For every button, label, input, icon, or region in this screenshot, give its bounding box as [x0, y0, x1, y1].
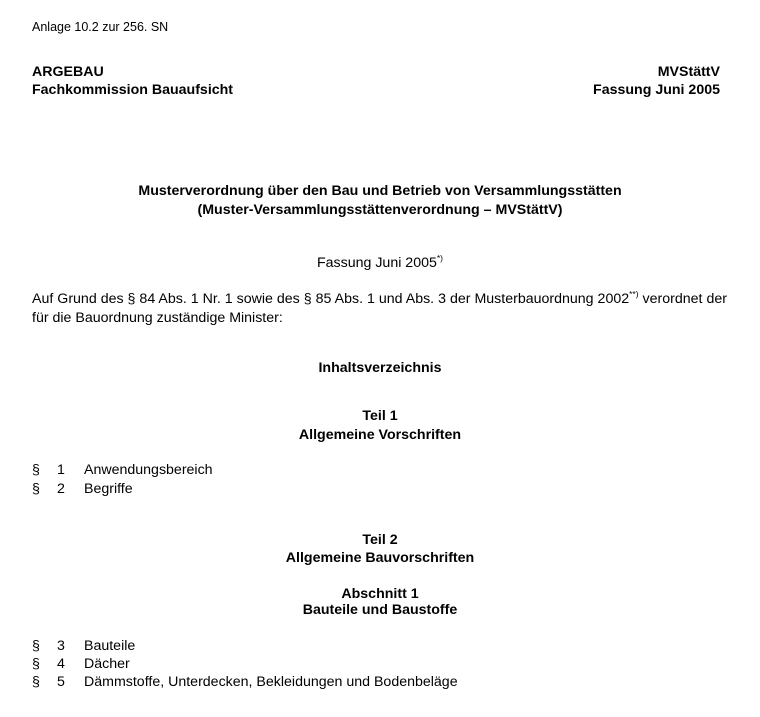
part-title: Allgemeine Bauvorschriften	[285, 550, 475, 566]
toc-entry[interactable]	[32, 462, 213, 478]
toc-heading: Inhaltsverzeichnis	[318, 360, 442, 376]
commission-name: Fachkommission Bauaufsicht	[32, 82, 234, 98]
chapter-label: Abschnitt 1	[341, 586, 419, 602]
toc-entry[interactable]	[32, 674, 458, 690]
section-title: Dämmstoffe, Unterdecken, Bekleidungen und Bodenbeläge	[84, 674, 458, 690]
section-number: 1	[57, 462, 65, 478]
fassung-text: Fassung Juni 2005	[316, 255, 437, 271]
section-title: Bauteile	[84, 638, 136, 654]
chapter-title: Bauteile und Baustoffe	[302, 602, 458, 618]
section-symbol: §	[32, 656, 40, 672]
section-symbol: §	[32, 481, 40, 497]
footnote-mark: *)	[436, 253, 444, 263]
document-subtitle: (Muster-Versammlungsstättenverordnung – MVStättV)	[197, 202, 563, 218]
section-title: Anwendungsbereich	[84, 462, 213, 478]
section-symbol: §	[32, 462, 40, 478]
section-number: 4	[57, 656, 65, 672]
regulation-abbreviation: MVStättV	[657, 64, 720, 80]
toc-entry[interactable]	[32, 481, 133, 497]
section-symbol: §	[32, 674, 40, 690]
section-number: 5	[57, 674, 65, 690]
organization-name: ARGEBAU	[32, 64, 104, 80]
preamble-text: Auf Grund des § 84 Abs. 1 Nr. 1 sowie des § 85 Abs. 1 und Abs. 3 der Musterbauordnung 2002	[32, 291, 630, 307]
section-symbol: §	[32, 638, 40, 654]
fassung-line	[0, 255, 760, 271]
preamble-text-end: verordnet der für die Bauordnung zuständige Minister:	[32, 291, 727, 326]
annex-reference: Anlage 10.2 zur 256. SN	[32, 20, 169, 34]
section-number: 2	[57, 481, 65, 497]
part-label: Teil 2	[362, 532, 398, 548]
part-label: Teil 1	[362, 408, 398, 424]
part-title: Allgemeine Vorschriften	[298, 427, 462, 443]
version-label: Fassung Juni 2005	[593, 82, 720, 98]
toc-entry[interactable]	[32, 656, 130, 672]
section-title: Dächer	[84, 656, 130, 672]
document-title: Musterverordnung über den Bau und Betrieb von Versammlungsstätten	[138, 183, 622, 199]
section-number: 3	[57, 638, 65, 654]
section-title: Begriffe	[84, 481, 133, 497]
toc-entry[interactable]	[32, 638, 135, 654]
preamble-paragraph	[32, 290, 727, 328]
footnote-mark: **)	[629, 289, 639, 299]
